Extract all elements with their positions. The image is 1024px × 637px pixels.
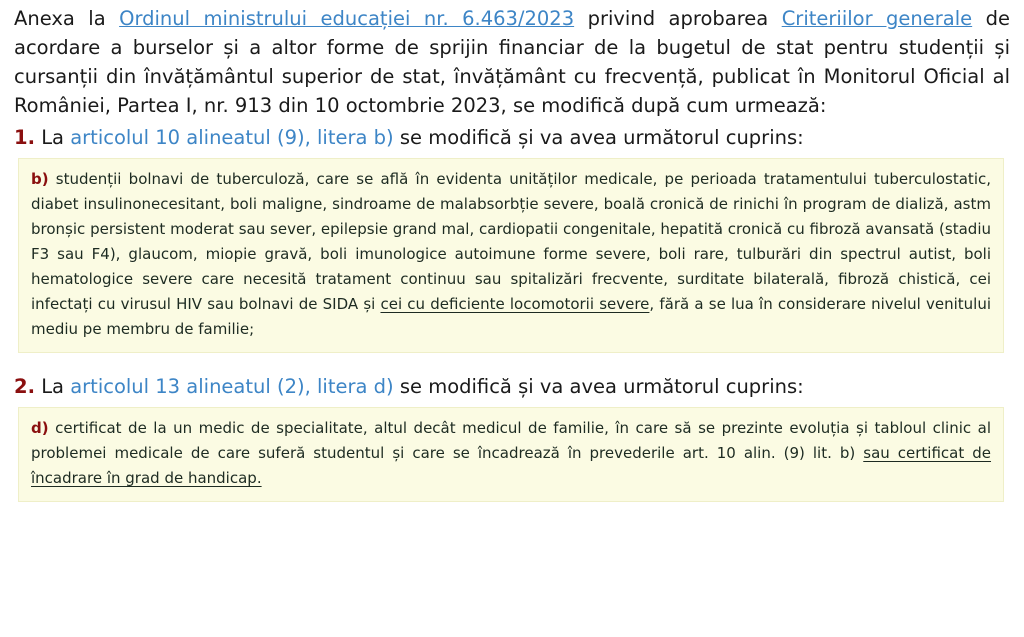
amendment-2-quote-underlined: sau certificat de încadrare în grad de handicap.: [31, 444, 992, 487]
amendment-1-quote-letter: b): [31, 170, 49, 188]
amendment-1-quote-text-after: , fără a se lua în considerare nivelul venitului mediu pe membru de familie;: [31, 295, 991, 338]
amendment-2-lead: [14, 372, 1010, 401]
amendment-2-quote-block: [18, 407, 1004, 502]
amendment-2-lead-suffix: se modifică și va avea următorul cuprins:: [393, 375, 804, 398]
amendment-2-quote-letter: d): [31, 419, 49, 437]
amendment-1-quote-block: [18, 158, 1004, 353]
ordin-link[interactable]: Ordinul ministrului educației nr. 6.463/2023: [119, 7, 575, 30]
amendment-2-number: 2.: [14, 375, 35, 398]
intro-paragraph: [14, 4, 1010, 120]
amendment-1-article-reference[interactable]: articolul 10 alineatul (9), litera b): [70, 126, 394, 149]
amendment-2-article-reference[interactable]: articolul 13 alineatul (2), litera d): [70, 375, 394, 398]
amendment-1-lead-suffix: se modifică și va avea următorul cuprins:: [393, 126, 804, 149]
amendment-1-number: 1.: [14, 126, 35, 149]
criterii-generale-link[interactable]: Criteriilor generale: [781, 7, 973, 30]
amendment-2-lead-prefix: La: [41, 375, 71, 398]
intro-segment-plain-3: de acordare a burselor și a altor forme de sprijin financiar de la bugetul de stat pentru studenții și cursanții din învățământul superior de stat, învățământ cu frecvență, publicat în Monitorul Oficial al României, Partea I, nr. 913 din 10 octombrie 2023, se modifică după cum urmează:: [14, 7, 1010, 117]
amendment-1-quote-underlined: cei cu deficiente locomotorii severe: [380, 295, 650, 313]
amendment-1-lead: [14, 123, 1010, 152]
intro-segment-plain-1: Anexa la: [14, 7, 120, 30]
intro-segment-plain-2: privind aprobarea: [574, 7, 782, 30]
amendment-1-quote-text-before: studenții bolnavi de tuberculoză, care se află în evidenta unităților medicale, pe perioada tratamentului tuberculostatic, diabet insulinonecesitant, boli maligne, sindroame de malabsorbție severe, boală cronică de rinichi în program de dializă, astm bronșic persistent moderat sau sever, epilepsie grand mal, cardiopatii congenitale, hepatită cronică cu fibroză avansată (stadiu F3 sau F4), glaucom, miopie gravă, boli imunologice autoimune forme severe, boli rare, tulburări din spectrul autist, boli hematologice severe care necesită tratament continuu sau spitalizări frecvente, surditate bilaterală, fibroză chistică, cei infectați cu virusul HIV sau bolnavi de SIDA și: [31, 170, 991, 313]
block-spacer: [14, 363, 1010, 369]
amendment-1-lead-prefix: La: [41, 126, 71, 149]
amendment-2-quote-text-before: certificat de la un medic de specialitate, altul decât medicul de familie, în care să se prezinte evoluția și tabloul clinic al problemei medicale de care suferă studentul și care se încadrează în prevederile art. 10 alin. (9) lit. b): [31, 419, 991, 462]
